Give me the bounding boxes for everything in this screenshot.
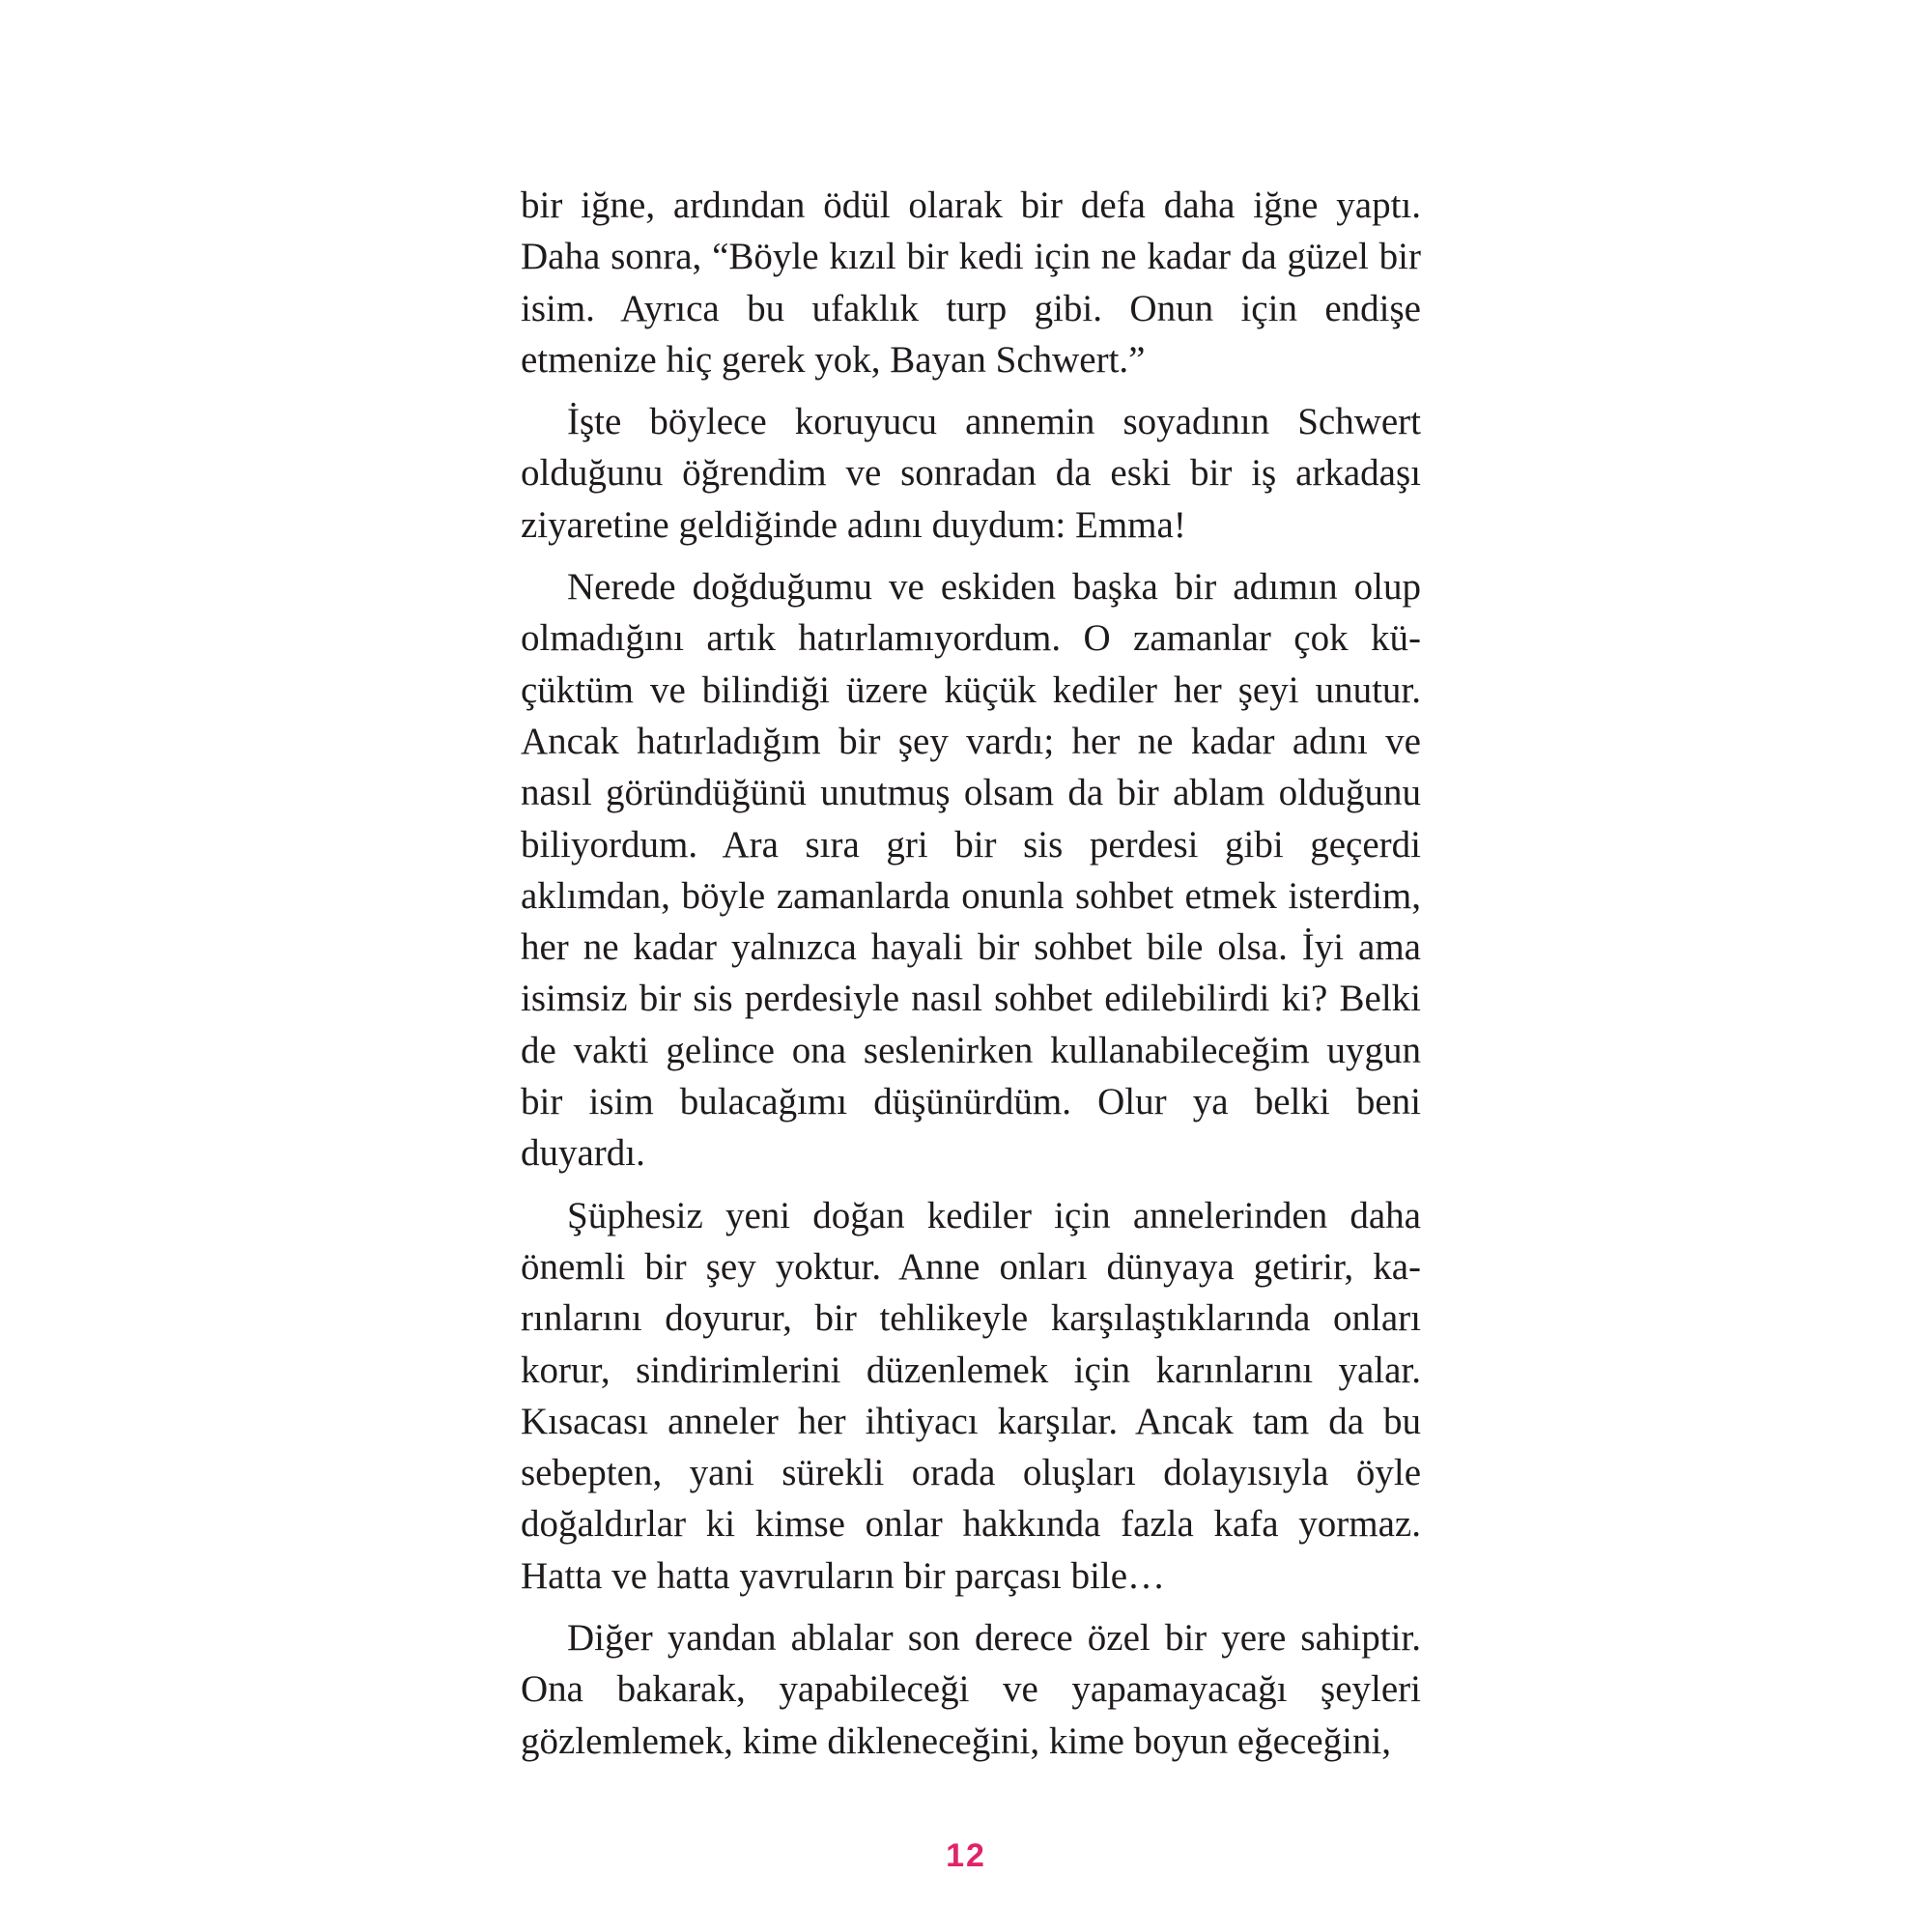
- page-number: 12: [946, 1837, 986, 1874]
- paragraph: Nerede doğduğumu ve eskiden başka bir adımın olup olmadığını artık hatırlamıyordum. O zamanlar çok küçüktüm ve bilindiği üzere küçük kediler her şeyi unutur. Ancak hatırladığım bir şey vardı; her ne kadar adını ve nasıl göründüğünü unutmuş olsam da bir ablam olduğunu biliyordum. Ara sıra gri bir sis perdesi gibi geçerdi aklımdan, böyle zamanlarda onunla sohbet etmek isterdim, her ne kadar yalnızca hayali bir sohbet bile olsa. İyi ama isimsiz bir sis perdesiyle nasıl sohbet edilebilirdi ki? Belki de vakti gelince ona seslenirken kullanabileceğim uygun bir isim bulacağımı düşünürdüm. Olur ya belki beni duyardı.: [521, 566, 1421, 1175]
- body-text: [521, 180, 1421, 1777]
- paragraph: Şüphesiz yeni doğan kediler için annelerinden daha önemli bir şey yoktur. Anne onları dünyaya getirir, karınlarını doyurur, bir tehlikeyle karşılaştıklarında onları korur, sindirimlerini düzenlemek için karınlarını yalar. Kısacası anneler her ihtiyacı karşılar. Ancak tam da bu sebepten, yani sürekli orada oluşları dolayısıyla öyle doğaldırlar ki kimse onlar hakkında fazla kafa yormaz. Hatta ve hatta yavruların bir parçası bile…: [521, 1194, 1421, 1597]
- paragraph: Diğer yandan ablalar son derece özel bir yere sahiptir. Ona bakarak, yapabileceği ve yapamayacağı şeyleri gözlemlemek, kime dikleneceğini, kime boyun eğeceğini,: [521, 1617, 1421, 1762]
- paragraph-continued: bir iğne, ardından ödül olarak bir defa daha iğne yaptı. Daha sonra, “Böyle kızıl bir kedi için ne kadar da güzel bir isim. Ayrıca bu ufaklık turp gibi. Onun için endişe etmenize hiç gerek yok, Bayan Schwert.”: [521, 185, 1421, 381]
- paragraph: İşte böylece koruyucu annemin soyadının Schwert olduğunu öğrendim ve sonradan da eski bir iş arkadaşı ziyaretine geldiğinde adını duydum: Emma!: [521, 401, 1421, 546]
